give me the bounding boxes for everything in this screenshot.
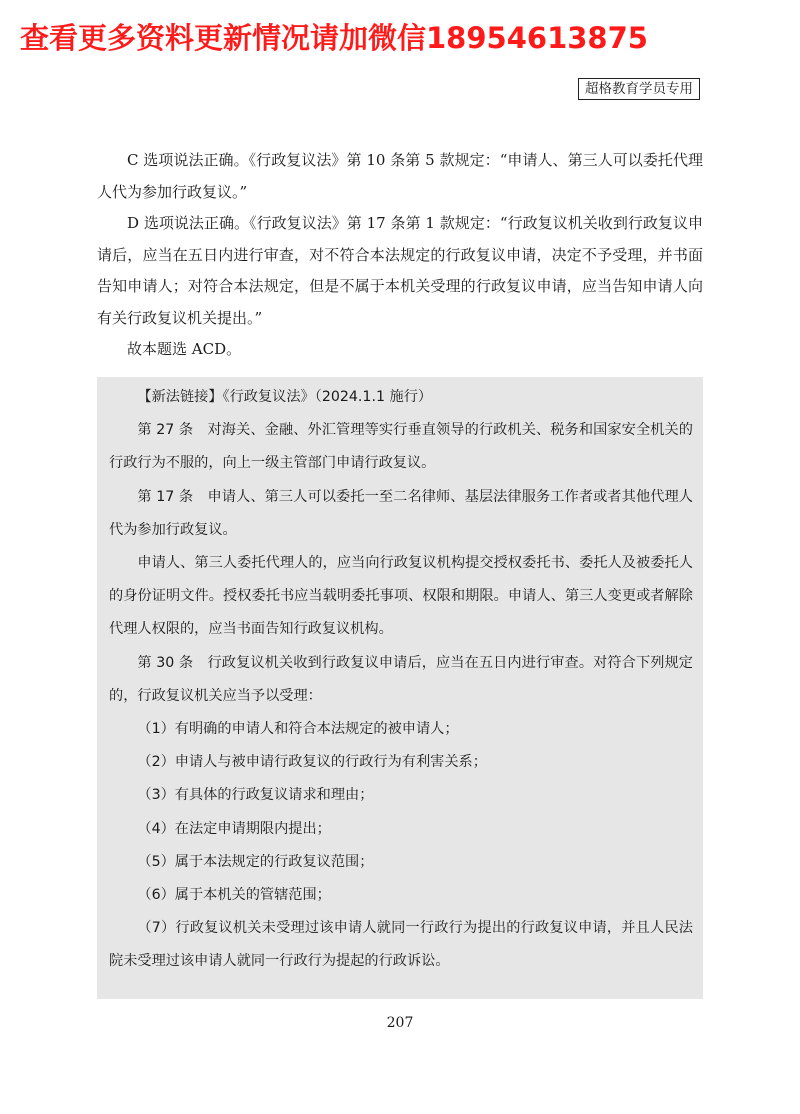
new-law-link-box [97, 377, 703, 999]
paragraph-conclusion: 故本题选 ACD。 [127, 340, 242, 358]
student-use-badge: 超格教育学员专用 [578, 78, 700, 100]
paragraph-option-c: C 选项说法正确。《行政复议法》第 10 条第 5 款规定：“申请人、第三人可以委托代理人代为参加行政复议。” [97, 151, 703, 201]
law-article-17: 第 17 条 申请人、第三人可以委托一至二名律师、基层法律服务工作者或者其他代理人代为参加行政复议。 [109, 488, 693, 538]
law-article-30-item-2: （2）申请人与被申请行政复议的行政行为有利害关系； [137, 754, 487, 771]
answer-explanation [97, 145, 703, 366]
law-article-30-item-1: （1）有明确的申请人和符合本法规定的被申请人； [137, 721, 459, 738]
page-number: 207 [386, 1015, 414, 1031]
law-article-27: 第 27 条 对海关、金融、外汇管理等实行垂直领导的行政机关、税务和国家安全机关的行政行为不服的，向上一级主管部门申请行政复议。 [109, 422, 693, 472]
law-article-30-item-3: （3）有具体的行政复议请求和理由； [137, 787, 374, 804]
law-article-30-item-5: （5）属于本法规定的行政复议范围； [137, 853, 374, 870]
law-article-30: 第 30 条 行政复议机关收到行政复议申请后，应当在五日内进行审查。对符合下列规定的，行政复议机关应当予以受理： [109, 654, 693, 704]
law-article-30-item-6: （6）属于本机关的管辖范围； [137, 887, 331, 904]
new-law-heading: 【新法链接】《行政复议法》（2024.1.1 施行） [137, 389, 433, 405]
paragraph-option-d: D 选项说法正确。《行政复议法》第 17 条第 1 款规定：“行政复议机关收到行政复议申请后，应当在五日内进行审查，对不符合本法规定的行政复议申请，决定不予受理，并书面告知申请人；对符合本法规定，但是不属于本机关受理的行政复议申请，应当告知申请人向有关行政复议机关提出。” [97, 214, 703, 327]
law-article-17-para-2: 申请人、第三人委托代理人的，应当向行政复议机构提交授权委托书、委托人及被委托人的身份证明文件。授权委托书应当载明委托事项、权限和期限。申请人、第三人变更或者解除代理人权限的，应当书面告知行政复议机构。 [109, 555, 693, 638]
watermark-banner: 查看更多资料更新情况请加微信18954613875 [20, 21, 648, 55]
law-article-30-item-4: （4）在法定申请期限内提出； [137, 820, 331, 837]
law-article-30-item-7: （7）行政复议机关未受理过该申请人就同一行政行为提出的行政复议申请，并且人民法院未受理过该申请人就同一行政行为提起的行政诉讼。 [109, 920, 693, 970]
